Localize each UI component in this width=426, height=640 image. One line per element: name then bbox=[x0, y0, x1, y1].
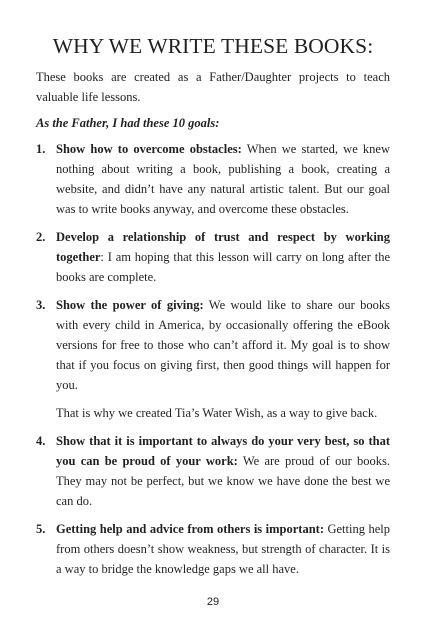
goal-title: Show the power of giving: bbox=[56, 298, 204, 312]
goal-text: When we started, we knew nothing about writing a book, publishing a book, creating a website, and didn’t have any natural artistic talent. But our goal was to write books anyway, and overcome these obstacles. bbox=[56, 142, 391, 216]
goal-number: 5. bbox=[36, 522, 46, 536]
goal-text: : I am hoping that this lesson will carry on long after the books are complete. bbox=[56, 250, 390, 284]
goals-heading: As the Father, I had these 10 goals: bbox=[36, 116, 220, 130]
goal-extra-paragraph: That is why we created Tia’s Water Wish, as a way to give back. bbox=[56, 406, 378, 420]
page-title: WHY WE WRITE THESE BOOKS: bbox=[52, 34, 374, 58]
goal-paragraph bbox=[56, 139, 390, 219]
goal-text: We are proud of our books. They may not be perfect, but we know we have done the best we can do. bbox=[56, 454, 390, 508]
goal-number: 3. bbox=[36, 298, 46, 312]
goal-paragraph bbox=[56, 227, 390, 287]
intro-paragraph: These books are created as a Father/Daughter projects to teach valuable life lessons. bbox=[36, 70, 390, 104]
page-number: 29 bbox=[206, 596, 220, 608]
goal-list bbox=[36, 139, 390, 579]
goal-item bbox=[36, 295, 390, 423]
goal-title: Develop a relationship of trust and respect by working together bbox=[56, 230, 390, 264]
goal-title: Getting help and advice from others is important: bbox=[56, 522, 324, 536]
page-body bbox=[36, 67, 390, 587]
goal-item bbox=[36, 227, 390, 287]
goal-item bbox=[36, 431, 390, 511]
goal-title: Show how to overcome obstacles: bbox=[56, 142, 242, 156]
goal-number: 1. bbox=[36, 142, 46, 156]
goal-number: 4. bbox=[36, 434, 46, 448]
goal-item bbox=[36, 519, 390, 579]
goal-paragraph bbox=[56, 431, 390, 511]
goal-number: 2. bbox=[36, 230, 46, 244]
goal-paragraph bbox=[56, 295, 390, 395]
goal-title: Show that it is important to always do your very best, so that you can be proud of your work: bbox=[56, 434, 390, 468]
goal-text: We would like to share our books with every child in America, by occasionally offering the eBook versions for free to those who can’t afford it. My goal is to show that if you focus on giving first, then good things will happen for you. bbox=[56, 298, 390, 392]
goal-paragraph bbox=[56, 519, 390, 579]
goal-item bbox=[36, 139, 390, 219]
goal-text: Getting help from others doesn’t show weakness, but strength of character. It is a way to bridge the knowledge gaps we all have. bbox=[56, 522, 390, 576]
